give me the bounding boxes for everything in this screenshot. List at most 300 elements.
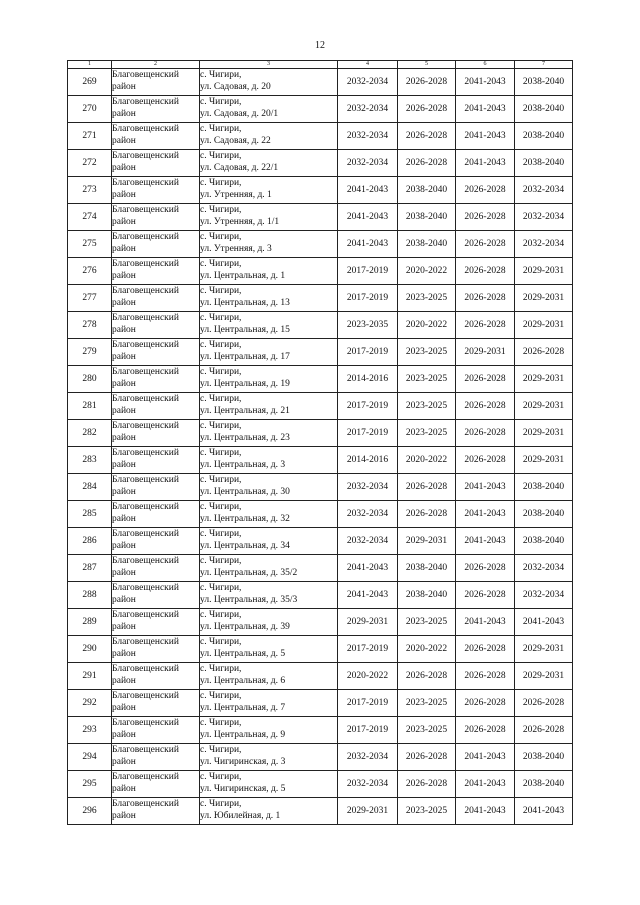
period-col-4: 2017-2019 [338, 690, 398, 717]
district-line: Благовещенский [112, 475, 179, 485]
period-col-6: 2041-2043 [456, 528, 515, 555]
district-line: Благовещенский [112, 529, 179, 539]
address-cell [200, 636, 338, 663]
period-col-5: 2020-2022 [398, 258, 456, 285]
district-line: Благовещенский [112, 124, 179, 134]
period-col-4: 2041-2043 [338, 177, 398, 204]
address-line: ул. Центральная, д. 1 [200, 271, 286, 281]
table-row [68, 420, 573, 447]
address-line: ул. Центральная, д. 30 [200, 487, 290, 497]
district-cell [112, 555, 200, 582]
period-col-7: 2029-2031 [515, 447, 573, 474]
period-col-5: 2023-2025 [398, 366, 456, 393]
district-line: Благовещенский [112, 745, 179, 755]
table-row [68, 717, 573, 744]
period-col-5: 2026-2028 [398, 744, 456, 771]
row-number: 270 [68, 96, 112, 123]
address-cell [200, 609, 338, 636]
district-cell [112, 663, 200, 690]
table-row [68, 339, 573, 366]
period-col-7: 2038-2040 [515, 771, 573, 798]
period-col-7: 2029-2031 [515, 312, 573, 339]
address-line: с. Чигири, [200, 232, 242, 242]
address-line: ул. Центральная, д. 34 [200, 541, 290, 551]
row-number: 291 [68, 663, 112, 690]
period-col-6: 2026-2028 [456, 663, 515, 690]
period-col-7: 2038-2040 [515, 96, 573, 123]
period-col-6: 2041-2043 [456, 798, 515, 825]
period-col-5: 2023-2025 [398, 609, 456, 636]
district-line: район [112, 163, 136, 173]
address-cell [200, 582, 338, 609]
period-col-5: 2029-2031 [398, 528, 456, 555]
period-col-4: 2017-2019 [338, 339, 398, 366]
address-cell [200, 69, 338, 96]
address-cell [200, 123, 338, 150]
address-line: с. Чигири, [200, 529, 242, 539]
district-line: район [112, 487, 136, 497]
district-line: район [112, 460, 136, 470]
district-line: Благовещенский [112, 313, 179, 323]
address-line: ул. Центральная, д. 3 [200, 460, 286, 470]
table-row [68, 393, 573, 420]
header-row [68, 61, 573, 69]
row-number: 272 [68, 150, 112, 177]
period-col-4: 2017-2019 [338, 717, 398, 744]
address-cell [200, 528, 338, 555]
address-line: ул. Центральная, д. 7 [200, 703, 286, 713]
district-line: район [112, 298, 136, 308]
period-col-4: 2041-2043 [338, 204, 398, 231]
address-line: ул. Центральная, д. 23 [200, 433, 290, 443]
row-number: 285 [68, 501, 112, 528]
address-line: с. Чигири, [200, 691, 242, 701]
address-line: ул. Юбилейная, д. 1 [200, 811, 281, 821]
period-col-5: 2023-2025 [398, 285, 456, 312]
district-line: район [112, 568, 136, 578]
address-cell [200, 285, 338, 312]
period-col-6: 2026-2028 [456, 231, 515, 258]
district-line: район [112, 622, 136, 632]
period-col-6: 2026-2028 [456, 690, 515, 717]
district-cell [112, 744, 200, 771]
address-cell [200, 474, 338, 501]
table-row [68, 150, 573, 177]
row-number: 281 [68, 393, 112, 420]
district-line: район [112, 271, 136, 281]
district-line: Благовещенский [112, 637, 179, 647]
address-line: ул. Садовая, д. 20 [200, 82, 271, 92]
district-line: Благовещенский [112, 97, 179, 107]
header-col-6: 6 [456, 61, 515, 69]
row-number: 295 [68, 771, 112, 798]
period-col-6: 2041-2043 [456, 96, 515, 123]
table-row [68, 285, 573, 312]
address-line: ул. Садовая, д. 22 [200, 136, 271, 146]
address-line: с. Чигири, [200, 151, 242, 161]
district-line: Благовещенский [112, 232, 179, 242]
period-col-5: 2026-2028 [398, 123, 456, 150]
period-col-4: 2032-2034 [338, 123, 398, 150]
address-line: с. Чигири, [200, 502, 242, 512]
address-line: ул. Чигиринская, д. 5 [200, 784, 286, 794]
row-number: 290 [68, 636, 112, 663]
period-col-7: 2038-2040 [515, 528, 573, 555]
period-col-5: 2026-2028 [398, 663, 456, 690]
address-cell [200, 339, 338, 366]
table-row [68, 204, 573, 231]
row-number: 284 [68, 474, 112, 501]
period-col-7: 2038-2040 [515, 474, 573, 501]
address-cell [200, 420, 338, 447]
period-col-7: 2026-2028 [515, 717, 573, 744]
table-row [68, 123, 573, 150]
address-line: с. Чигири, [200, 286, 242, 296]
district-cell [112, 204, 200, 231]
district-line: Благовещенский [112, 286, 179, 296]
period-col-4: 2029-2031 [338, 798, 398, 825]
address-line: с. Чигири, [200, 97, 242, 107]
address-line: с. Чигири, [200, 583, 242, 593]
district-line: район [112, 433, 136, 443]
district-cell [112, 582, 200, 609]
period-col-5: 2038-2040 [398, 582, 456, 609]
address-line: ул. Центральная, д. 35/2 [200, 568, 298, 578]
address-cell [200, 366, 338, 393]
district-cell [112, 447, 200, 474]
period-col-4: 2032-2034 [338, 501, 398, 528]
period-col-4: 2032-2034 [338, 771, 398, 798]
period-col-6: 2026-2028 [456, 258, 515, 285]
period-col-6: 2026-2028 [456, 420, 515, 447]
row-number: 275 [68, 231, 112, 258]
period-col-5: 2038-2040 [398, 555, 456, 582]
address-cell [200, 717, 338, 744]
row-number: 274 [68, 204, 112, 231]
address-line: ул. Центральная, д. 9 [200, 730, 286, 740]
address-line: с. Чигири, [200, 664, 242, 674]
table-row [68, 312, 573, 339]
address-cell [200, 555, 338, 582]
period-col-7: 2029-2031 [515, 366, 573, 393]
district-line: район [112, 217, 136, 227]
address-line: ул. Утренняя, д. 1/1 [200, 217, 280, 227]
period-col-6: 2026-2028 [456, 285, 515, 312]
address-line: с. Чигири, [200, 637, 242, 647]
address-cell [200, 312, 338, 339]
period-col-7: 2026-2028 [515, 339, 573, 366]
period-col-7: 2029-2031 [515, 258, 573, 285]
district-cell [112, 501, 200, 528]
period-col-6: 2026-2028 [456, 447, 515, 474]
district-line: Благовещенский [112, 70, 179, 80]
period-col-5: 2026-2028 [398, 69, 456, 96]
address-cell [200, 150, 338, 177]
period-col-5: 2038-2040 [398, 231, 456, 258]
period-col-7: 2029-2031 [515, 636, 573, 663]
district-cell [112, 177, 200, 204]
address-line: с. Чигири, [200, 745, 242, 755]
district-line: район [112, 595, 136, 605]
period-col-5: 2026-2028 [398, 150, 456, 177]
address-cell [200, 501, 338, 528]
period-col-5: 2038-2040 [398, 204, 456, 231]
district-line: Благовещенский [112, 151, 179, 161]
period-col-6: 2041-2043 [456, 69, 515, 96]
district-line: Благовещенский [112, 610, 179, 620]
address-line: ул. Центральная, д. 6 [200, 676, 286, 686]
district-cell [112, 69, 200, 96]
period-col-6: 2026-2028 [456, 582, 515, 609]
period-col-6: 2026-2028 [456, 555, 515, 582]
period-col-4: 2032-2034 [338, 96, 398, 123]
district-cell [112, 690, 200, 717]
table-row [68, 177, 573, 204]
address-line: ул. Центральная, д. 21 [200, 406, 290, 416]
period-col-7: 2026-2028 [515, 690, 573, 717]
district-line: Благовещенский [112, 178, 179, 188]
period-col-6: 2026-2028 [456, 717, 515, 744]
district-cell [112, 609, 200, 636]
period-col-7: 2032-2034 [515, 582, 573, 609]
district-cell [112, 123, 200, 150]
period-col-4: 2041-2043 [338, 555, 398, 582]
district-line: Благовещенский [112, 205, 179, 215]
period-col-7: 2032-2034 [515, 204, 573, 231]
address-line: с. Чигири, [200, 448, 242, 458]
district-cell [112, 231, 200, 258]
address-line: с. Чигири, [200, 313, 242, 323]
table-row [68, 231, 573, 258]
table-row [68, 96, 573, 123]
district-cell [112, 312, 200, 339]
district-cell [112, 96, 200, 123]
period-col-6: 2041-2043 [456, 123, 515, 150]
period-col-7: 2032-2034 [515, 555, 573, 582]
address-cell [200, 663, 338, 690]
period-col-4: 2032-2034 [338, 69, 398, 96]
period-col-6: 2041-2043 [456, 150, 515, 177]
period-col-5: 2026-2028 [398, 501, 456, 528]
district-line: Благовещенский [112, 772, 179, 782]
row-number: 289 [68, 609, 112, 636]
table-row [68, 474, 573, 501]
table-row [68, 609, 573, 636]
address-cell [200, 393, 338, 420]
address-line: ул. Утренняя, д. 3 [200, 244, 272, 254]
district-line: район [112, 649, 136, 659]
period-col-5: 2023-2025 [398, 690, 456, 717]
table-row [68, 663, 573, 690]
address-line: с. Чигири, [200, 421, 242, 431]
period-col-4: 2032-2034 [338, 474, 398, 501]
period-col-5: 2020-2022 [398, 312, 456, 339]
period-col-6: 2041-2043 [456, 609, 515, 636]
period-col-4: 2017-2019 [338, 285, 398, 312]
address-cell [200, 447, 338, 474]
period-col-4: 2041-2043 [338, 231, 398, 258]
address-line: ул. Садовая, д. 22/1 [200, 163, 279, 173]
period-col-5: 2026-2028 [398, 474, 456, 501]
address-line: ул. Центральная, д. 39 [200, 622, 290, 632]
district-line: Благовещенский [112, 502, 179, 512]
district-cell [112, 366, 200, 393]
row-number: 292 [68, 690, 112, 717]
district-line: Благовещенский [112, 718, 179, 728]
address-line: ул. Садовая, д. 20/1 [200, 109, 279, 119]
row-number: 279 [68, 339, 112, 366]
row-number: 278 [68, 312, 112, 339]
period-col-5: 2038-2040 [398, 177, 456, 204]
period-col-6: 2041-2043 [456, 474, 515, 501]
district-line: Благовещенский [112, 664, 179, 674]
address-line: с. Чигири, [200, 70, 242, 80]
period-col-5: 2023-2025 [398, 717, 456, 744]
period-col-6: 2026-2028 [456, 177, 515, 204]
address-line: с. Чигири, [200, 610, 242, 620]
district-line: район [112, 541, 136, 551]
registry-table [67, 60, 573, 825]
address-cell [200, 231, 338, 258]
address-cell [200, 204, 338, 231]
district-line: район [112, 784, 136, 794]
period-col-5: 2026-2028 [398, 96, 456, 123]
period-col-5: 2020-2022 [398, 636, 456, 663]
district-line: район [112, 244, 136, 254]
period-col-6: 2026-2028 [456, 204, 515, 231]
period-col-7: 2029-2031 [515, 420, 573, 447]
district-cell [112, 717, 200, 744]
table-row [68, 798, 573, 825]
address-line: ул. Центральная, д. 32 [200, 514, 290, 524]
period-col-6: 2041-2043 [456, 501, 515, 528]
row-number: 288 [68, 582, 112, 609]
district-line: район [112, 406, 136, 416]
period-col-5: 2023-2025 [398, 420, 456, 447]
period-col-7: 2038-2040 [515, 744, 573, 771]
period-col-5: 2023-2025 [398, 798, 456, 825]
address-line: ул. Утренняя, д. 1 [200, 190, 272, 200]
period-col-4: 2017-2019 [338, 420, 398, 447]
period-col-5: 2026-2028 [398, 771, 456, 798]
district-line: район [112, 811, 136, 821]
row-number: 271 [68, 123, 112, 150]
address-line: ул. Центральная, д. 13 [200, 298, 290, 308]
district-line: Благовещенский [112, 421, 179, 431]
period-col-6: 2026-2028 [456, 636, 515, 663]
period-col-7: 2041-2043 [515, 798, 573, 825]
table-row [68, 258, 573, 285]
table-row [68, 555, 573, 582]
row-number: 287 [68, 555, 112, 582]
address-line: ул. Центральная, д. 15 [200, 325, 290, 335]
page-number: 12 [315, 40, 325, 51]
district-cell [112, 285, 200, 312]
period-col-7: 2029-2031 [515, 285, 573, 312]
table-row [68, 636, 573, 663]
period-col-4: 2029-2031 [338, 609, 398, 636]
address-line: ул. Чигиринская, д. 3 [200, 757, 286, 767]
address-cell [200, 96, 338, 123]
header-col-2: 2 [112, 61, 200, 69]
period-col-7: 2041-2043 [515, 609, 573, 636]
district-line: Благовещенский [112, 691, 179, 701]
header-col-7: 7 [515, 61, 573, 69]
district-line: район [112, 352, 136, 362]
address-line: ул. Центральная, д. 35/3 [200, 595, 298, 605]
district-line: район [112, 109, 136, 119]
period-col-4: 2032-2034 [338, 744, 398, 771]
district-line: Благовещенский [112, 448, 179, 458]
address-line: с. Чигири, [200, 367, 242, 377]
period-col-4: 2017-2019 [338, 258, 398, 285]
district-line: район [112, 190, 136, 200]
period-col-4: 2041-2043 [338, 582, 398, 609]
address-line: с. Чигири, [200, 340, 242, 350]
district-line: район [112, 82, 136, 92]
district-cell [112, 150, 200, 177]
address-line: с. Чигири, [200, 259, 242, 269]
table-row [68, 528, 573, 555]
period-col-7: 2032-2034 [515, 231, 573, 258]
address-line: с. Чигири, [200, 124, 242, 134]
district-line: Благовещенский [112, 556, 179, 566]
period-col-4: 2023-2035 [338, 312, 398, 339]
period-col-4: 2014-2016 [338, 366, 398, 393]
district-cell [112, 636, 200, 663]
header-col-1: 1 [68, 61, 112, 69]
address-cell [200, 177, 338, 204]
address-line: с. Чигири, [200, 799, 242, 809]
address-line: с. Чигири, [200, 718, 242, 728]
address-line: с. Чигири, [200, 394, 242, 404]
district-line: район [112, 514, 136, 524]
period-col-4: 2014-2016 [338, 447, 398, 474]
district-line: район [112, 757, 136, 767]
address-cell [200, 771, 338, 798]
period-col-4: 2020-2022 [338, 663, 398, 690]
row-number: 293 [68, 717, 112, 744]
table-row [68, 501, 573, 528]
period-col-7: 2029-2031 [515, 663, 573, 690]
district-line: Благовещенский [112, 259, 179, 269]
address-line: с. Чигири, [200, 178, 242, 188]
row-number: 276 [68, 258, 112, 285]
row-number: 296 [68, 798, 112, 825]
row-number: 269 [68, 69, 112, 96]
district-cell [112, 528, 200, 555]
row-number: 282 [68, 420, 112, 447]
period-col-7: 2038-2040 [515, 123, 573, 150]
table-row [68, 366, 573, 393]
address-cell [200, 798, 338, 825]
district-line: Благовещенский [112, 367, 179, 377]
district-cell [112, 420, 200, 447]
period-col-7: 2038-2040 [515, 150, 573, 177]
address-line: с. Чигири, [200, 205, 242, 215]
district-cell [112, 393, 200, 420]
row-number: 294 [68, 744, 112, 771]
address-cell [200, 690, 338, 717]
table-body [68, 69, 573, 825]
district-line: Благовещенский [112, 799, 179, 809]
district-line: район [112, 730, 136, 740]
period-col-4: 2017-2019 [338, 636, 398, 663]
period-col-5: 2020-2022 [398, 447, 456, 474]
period-col-5: 2023-2025 [398, 339, 456, 366]
address-line: с. Чигири, [200, 475, 242, 485]
table-row [68, 744, 573, 771]
